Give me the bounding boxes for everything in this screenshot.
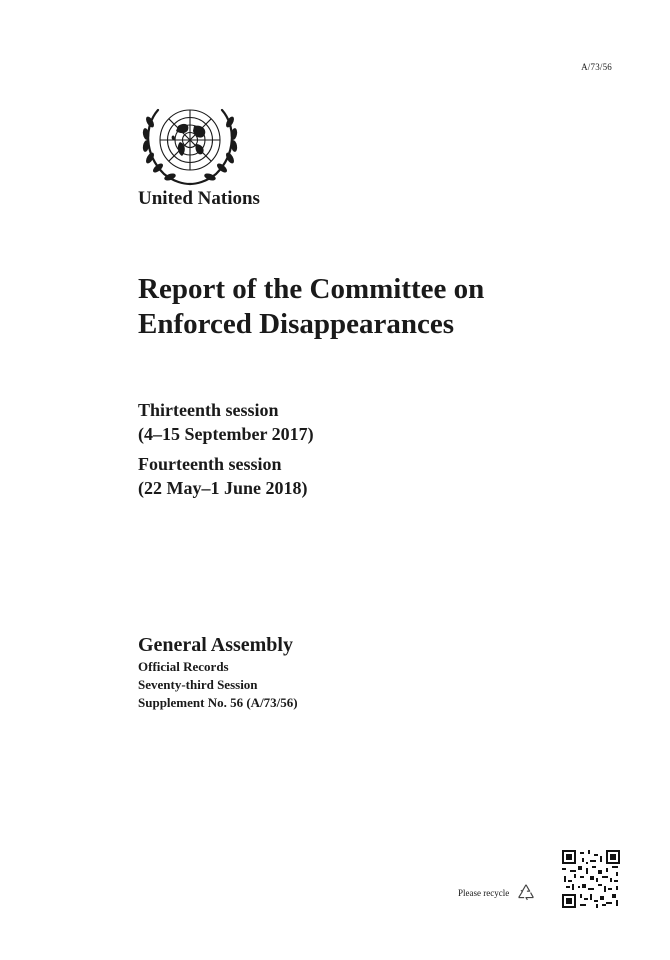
- session-number-line: Seventy-third Session: [138, 677, 258, 692]
- session-name: Fourteenth session: [138, 454, 282, 474]
- recycle-notice: [458, 882, 537, 904]
- official-records-line: Official Records: [138, 659, 229, 674]
- general-assembly-heading: General Assembly: [138, 634, 293, 656]
- recycle-label: Please recycle: [458, 888, 510, 898]
- official-records-block: [138, 632, 298, 712]
- session-block: [138, 398, 314, 446]
- session-name: Thirteenth session: [138, 400, 279, 420]
- report-title-line: Enforced Disappearances: [138, 308, 455, 340]
- supplement-line: Supplement No. 56 (A/73/56): [138, 695, 298, 710]
- document-symbol: A/73/56: [581, 62, 612, 72]
- organization-name: United Nations: [138, 188, 260, 209]
- session-dates: (4–15 September 2017): [138, 424, 314, 444]
- report-title-line: Report of the Committee on: [138, 273, 485, 305]
- qr-code-icon: [562, 850, 620, 908]
- recycle-icon: [515, 882, 537, 904]
- report-title: [138, 272, 558, 342]
- un-emblem-icon: [138, 96, 242, 190]
- session-block: [138, 452, 308, 500]
- session-dates: (22 May–1 June 2018): [138, 478, 308, 498]
